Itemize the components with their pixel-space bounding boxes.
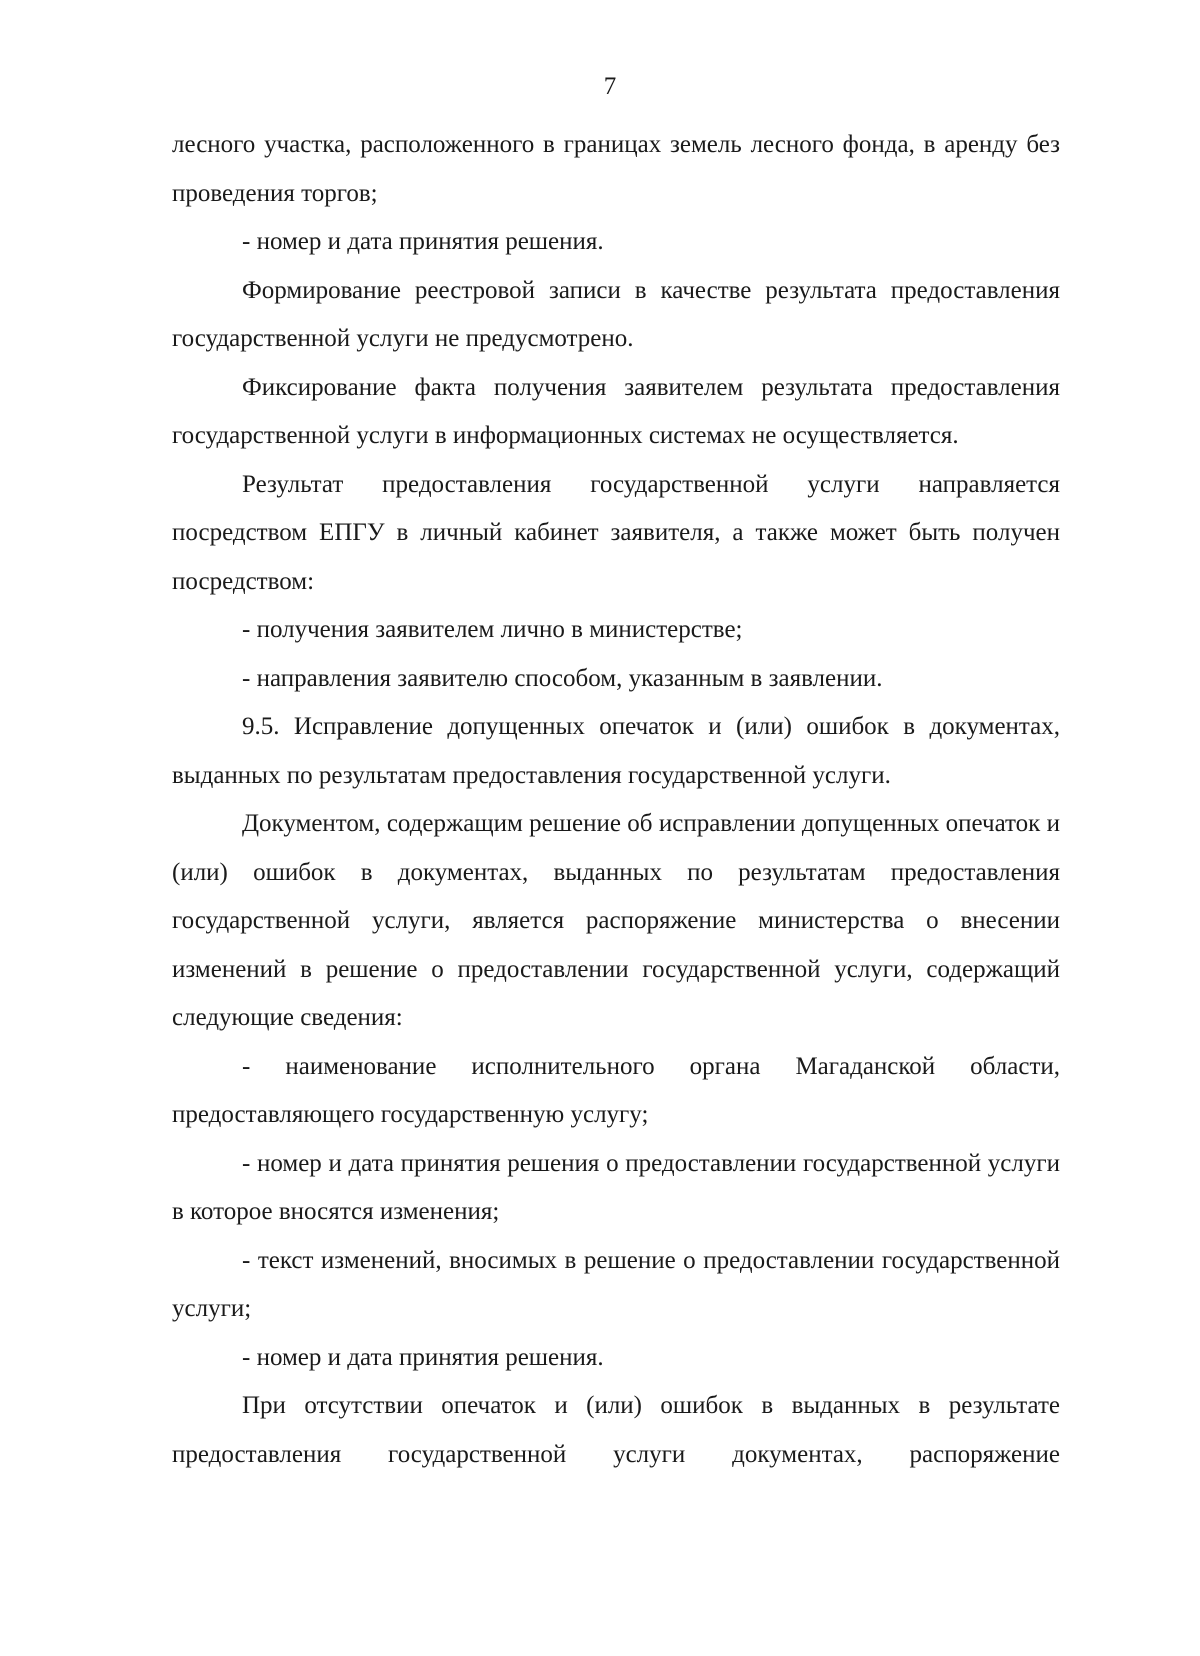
page-number: 7 (603, 73, 617, 100)
paragraph: - номер и дата принятия решения. (242, 228, 604, 255)
paragraph: Документом, содержащим решение об исправлении допущенных опечаток и (или) ошибок в документах, выданных по результатам предоставления государственной услуги, является распоряжение министерства о внесении изменений в решение о предоставлении государственной услуги, содержащий следующие сведения: (172, 810, 1060, 1031)
paragraph: Результат предоставления государственной услуги направляется посредством ЕПГУ в личный кабинет заявителя, а также может быть получен посредством: (172, 470, 1060, 595)
paragraph: Фиксирование факта получения заявителем результата предоставления государственной услуги в информационных системах не осуществляется. (172, 373, 1060, 449)
paragraph: Формирование реестровой записи в качестве результата предоставления государственной услуги не предусмотрено. (172, 276, 1060, 352)
paragraph: лесного участка, расположенного в границах земель лесного фонда, в аренду без проведения торгов; (172, 131, 1060, 207)
paragraph: - номер и дата принятия решения. (242, 1343, 604, 1371)
paragraph: - наименование исполнительного органа Магаданской области, предоставляющего государственную услугу; (172, 1052, 1060, 1128)
document-body (172, 121, 1060, 1479)
paragraph: - текст изменений, вносимых в решение о предоставлении государственной услуги; (172, 1246, 1060, 1322)
paragraph: 9.5. Исправление допущенных опечаток и (или) ошибок в документах, выданных по результатам предоставления государственной услуги. (172, 713, 1060, 789)
paragraph: - получения заявителем лично в министерстве; (242, 616, 743, 643)
paragraph: - номер и дата принятия решения о предоставлении государственной услуги в которое вносятся изменения; (172, 1149, 1060, 1225)
paragraph: При отсутствии опечаток и (или) ошибок в выданных в результате предоставления государственной услуги документах, распоряжение (172, 1392, 1060, 1468)
paragraph: - направления заявителю способом, указанным в заявлении. (242, 664, 883, 692)
